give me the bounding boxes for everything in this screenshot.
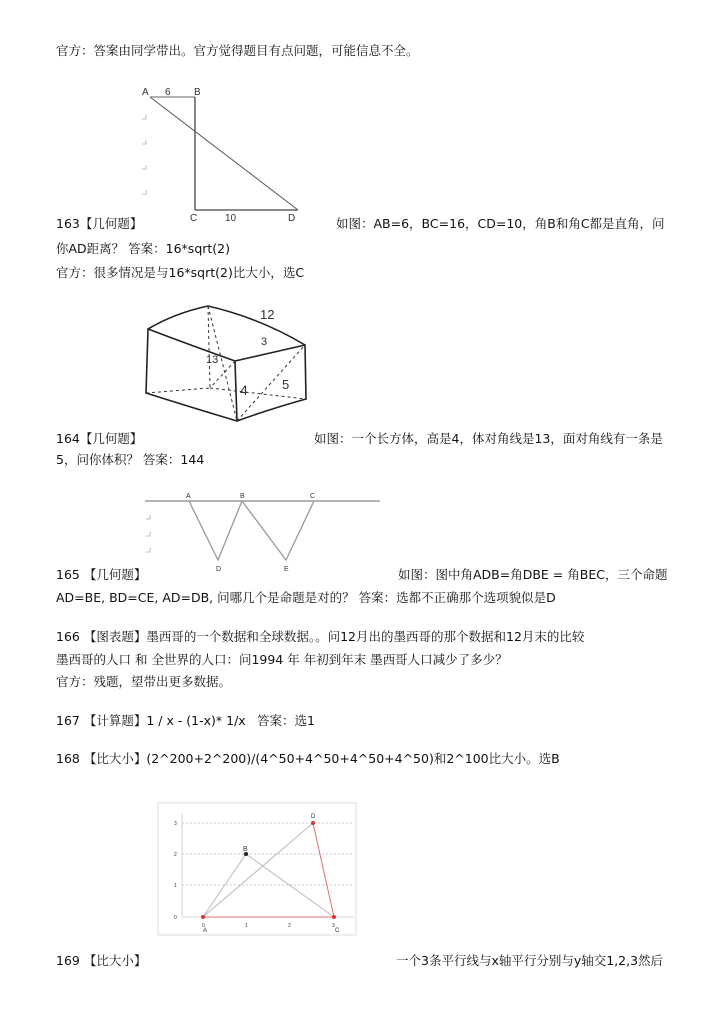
fig163-label-d: D (288, 213, 296, 224)
q164-text2: 5，问你体积？ 答案：144 (56, 452, 205, 467)
fig169-label-b: B (243, 846, 248, 853)
q167-line: 167 【计算题】1 / x - (1-x)* 1/x (56, 713, 246, 728)
q168-line: 168 【比大小】(2^200+2^200)/(4^50+4^50+4^50+4^50)和2^100比大小。选B (56, 751, 560, 766)
q163-head: 163【几何题】 (56, 216, 143, 231)
fig165-label-e: E (284, 566, 289, 573)
q164-text: 如图：一个长方体，高是4，体对角线是13，面对角线有一条是 (314, 431, 663, 446)
fig169-xtick-3: 3 (332, 923, 335, 929)
fig164-label-12: 12 (260, 307, 275, 322)
fig169-ytick-0: 0 (174, 915, 177, 921)
q165-text: 如图：图中角ADB=角DBE = 角BEC，三个命题 (398, 567, 668, 582)
fig169-xtick-0: 0 (202, 923, 205, 929)
fig169-xtick-2: 2 (288, 923, 291, 929)
q166-line3: 官方：残题，望带出更多数据。 (56, 674, 232, 689)
q166-line2: 墨西哥的人口 和 全世界的人口：问1994 年 年初到年末 墨西哥人口减少了多少？ (56, 652, 508, 667)
q164-head: 164【几何题】 (56, 431, 143, 446)
fig165-label-c: C (310, 493, 316, 500)
q169-text: 一个3条平行线与x轴平行分别与y轴交1,2,3然后 (396, 953, 664, 968)
fig164-label-13: 13 (206, 354, 219, 366)
fig165-label-a: A (186, 493, 191, 500)
fig163-label-cd: 10 (225, 213, 237, 224)
figure-163 (138, 85, 308, 224)
fig169-xtick-1: 1 (245, 923, 248, 929)
fig169-ytick-1: 1 (174, 883, 177, 889)
fig163-label-ab: 6 (165, 87, 171, 98)
fig164-label-5: 5 (282, 377, 290, 392)
figure-164 (140, 303, 315, 425)
fig169-label-c: C (335, 928, 340, 934)
figure-165 (140, 490, 385, 575)
fig165-label-d: D (216, 566, 222, 573)
fig169-ytick-2: 2 (174, 852, 177, 858)
intro-line: 官方：答案由同学带出。官方觉得题目有点问题，可能信息不全。 (56, 43, 419, 58)
fig169-label-a: A (203, 928, 208, 934)
fig164-label-3: 3 (261, 336, 268, 348)
fig163-label-b: B (194, 87, 201, 98)
figure-169 (158, 803, 358, 943)
q163-text2: 你AD距离？ 答案：16*sqrt(2) (56, 241, 230, 256)
q163-text: 如图：AB=6，BC=16，CD=10，角B和角C都是直角，问 (336, 216, 665, 231)
q165-text2: AD=BE, BD=CE, AD=DB, 问哪几个是命题是对的？ 答案：选都不正确那个选项貌似是D (56, 590, 556, 605)
fig163-label-c: C (190, 213, 198, 224)
fig169-label-d: D (311, 814, 316, 820)
q165-head: 165 【几何题】 (56, 567, 147, 582)
q169-head: 169 【比大小】 (56, 953, 147, 968)
fig163-label-a: A (142, 87, 149, 98)
fig164-label-4: 4 (240, 382, 248, 398)
q166-line1: 166 【图表题】墨西哥的一个数据和全球数据。。问12月出的墨西哥的那个数据和12月末的比较 (56, 629, 585, 644)
fig165-label-b: B (240, 493, 245, 500)
q167-answer: 答案：选1 (257, 713, 315, 728)
q163-note: 官方：很多情况是与16*sqrt(2)比大小，选C (56, 265, 305, 280)
fig169-ytick-3: 3 (174, 821, 177, 827)
